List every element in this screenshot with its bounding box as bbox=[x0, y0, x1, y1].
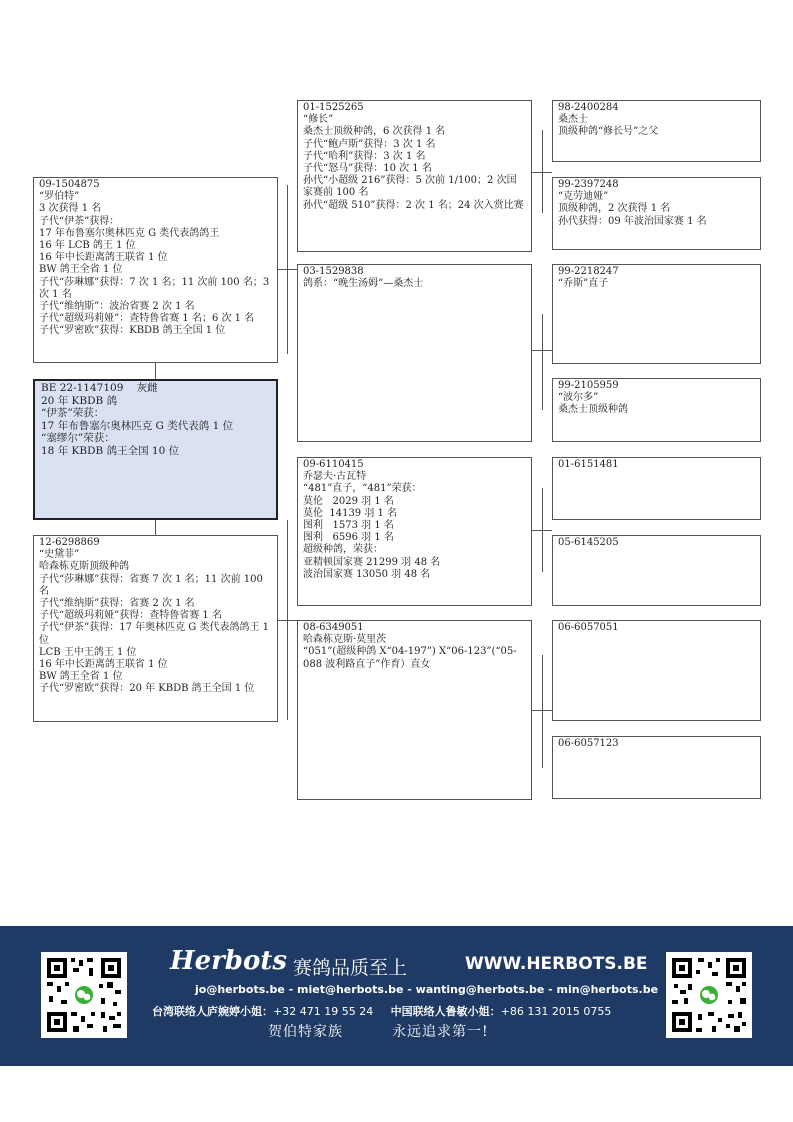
china-contact-phone: +86 131 2015 0755 bbox=[500, 1005, 612, 1018]
pedigree-line: 波治国家赛 13050 羽 48 名 bbox=[303, 568, 431, 580]
connector-line bbox=[542, 655, 543, 768]
motto-right: 永远追求第一! bbox=[392, 1024, 489, 1040]
pedigree-line: 子代“莎琳娜”获得：省赛 7 次 1 名；11 次前 100 名 bbox=[39, 573, 267, 597]
pedigree-dam-sire-box bbox=[297, 457, 532, 606]
connector-line bbox=[542, 130, 543, 213]
pedigree-line: 08-6349051 bbox=[303, 622, 364, 633]
pedigree-line: 孙代“小超级 216”获得：5 次前 1/100；2 次国家赛前 100 名 bbox=[303, 175, 517, 199]
pedigree-line: 16 年 LCB 鸽王 1 位 bbox=[39, 240, 136, 252]
qr-code-wechat-icon bbox=[666, 952, 752, 1038]
pedigree-g3-box-8 bbox=[552, 736, 761, 799]
pedigree-line: “乔斯”直子 bbox=[558, 278, 609, 290]
pedigree-line: 子代“罗密欧”获得：20 年 KBDB 鸽王全国 1 位 bbox=[39, 683, 255, 695]
pedigree-line: 子代“罗密欧”获得：KBDB 鸽王全国 1 位 bbox=[39, 325, 226, 337]
pedigree-line: 子代“维纳斯”获得：省赛 2 次 1 名 bbox=[39, 598, 195, 610]
pedigree-dam-box bbox=[33, 535, 278, 722]
contact-line bbox=[152, 1003, 611, 1019]
pedigree-line: 01-6151481 bbox=[558, 459, 619, 470]
pedigree-line: 孙代获得：09 年波治国家赛 1 名 bbox=[558, 215, 707, 227]
family-motto bbox=[268, 1021, 489, 1041]
pedigree-line: 16 年中长距离鸽王联省 1 位 bbox=[39, 252, 168, 264]
pedigree-line: 99-2218247 bbox=[558, 266, 619, 277]
connector-line bbox=[542, 314, 543, 410]
pedigree-line: 顶级种鸽“修长号”之父 bbox=[558, 126, 659, 138]
pedigree-line: 03-1529838 bbox=[303, 266, 364, 277]
connector-line bbox=[155, 519, 156, 535]
qr-code-wechat-icon bbox=[41, 952, 127, 1038]
connector-line bbox=[287, 185, 288, 354]
pedigree-line: 乔瑟夫·古瓦特 bbox=[303, 471, 367, 483]
pedigree-line: 桑杰士顶级种鸽，6 次获得 1 名 bbox=[303, 126, 446, 138]
connector-line bbox=[287, 520, 288, 720]
pedigree-line: 子代“超级玛莉娅”获得：查特鲁省赛 1 名 bbox=[39, 610, 222, 622]
pedigree-g3-box-1 bbox=[552, 100, 761, 162]
pedigree-line: BE 22-1147109 灰雌 bbox=[41, 382, 158, 394]
pedigree-line: 桑杰士 bbox=[558, 114, 588, 126]
pedigree-line: “修长” bbox=[303, 114, 334, 126]
pedigree-line: 顶级种鸽，2 次获得 1 名 bbox=[558, 203, 671, 215]
pedigree-g3-box-3 bbox=[552, 264, 761, 364]
pedigree-line: “481”直子，“481”荣获： bbox=[303, 483, 422, 495]
pedigree-line: “史黛菲” bbox=[39, 549, 80, 561]
pedigree-line: “塞缪尔”荣获： bbox=[41, 432, 115, 445]
brand-logo: Herbots bbox=[170, 946, 287, 976]
email-addresses[interactable]: jo@herbots.be - miet@herbots.be - wanting@herbots.be - min@herbots.be bbox=[195, 983, 659, 996]
pedigree-line: 05-6145205 bbox=[558, 537, 619, 548]
pedigree-line: 子代“超级玛莉娅”：查特鲁省赛 1 名；6 次 1 名 bbox=[39, 313, 255, 325]
pedigree-line: 18 年 KBDB 鸽王全国 10 位 bbox=[41, 444, 180, 457]
pedigree-line: 子代“哈利”获得：3 次 1 名 bbox=[303, 150, 426, 162]
pedigree-line: 亚精顿国家赛 21299 羽 48 名 bbox=[303, 556, 441, 568]
pedigree-line: 桑杰士顶级种鸽 bbox=[558, 404, 628, 416]
pedigree-line: 99-2105959 bbox=[558, 380, 619, 391]
pedigree-line: 图利 1573 羽 1 名 bbox=[303, 520, 394, 532]
pedigree-g3-box-6 bbox=[552, 535, 761, 606]
pedigree-line: 99-2397248 bbox=[558, 179, 619, 190]
pedigree-subject-box bbox=[33, 379, 278, 520]
pedigree-line: “克劳迪娅” bbox=[558, 191, 609, 203]
pedigree-line: 孙代“超级 510”获得：2 次 1 名；24 次入赏比赛 bbox=[303, 199, 524, 211]
pedigree-line: “伊茶”荣获： bbox=[41, 407, 105, 420]
pedigree-line: 子代“伊茶”获得：17 年奥林匹克 G 类代表鸽鸽王 1 位 bbox=[39, 622, 273, 646]
taiwan-contact-phone: +32 471 19 55 24 bbox=[273, 1005, 374, 1018]
pedigree-line: 子代“莎琳娜”获得：7 次 1 名；11 次前 100 名；3 次 1 名 bbox=[39, 276, 273, 300]
pedigree-line: 06-6057123 bbox=[558, 738, 619, 749]
pedigree-line: 鸽系：“晚生汤姆”—桑杰士 bbox=[303, 278, 424, 290]
pedigree-line: 莫伦 14139 羽 1 名 bbox=[303, 507, 398, 519]
pedigree-line: BW 鸽王全省 1 位 bbox=[39, 264, 123, 276]
pedigree-g3-box-7 bbox=[552, 620, 761, 721]
pedigree-dam-dam-box bbox=[297, 620, 532, 800]
taiwan-contact-label: 台湾联络人庐婉婷小姐： bbox=[152, 1005, 273, 1018]
pedigree-line: 哈森栋克斯顶级种鸽 bbox=[39, 561, 129, 573]
pedigree-g3-box-2 bbox=[552, 177, 761, 250]
pedigree-line: 子代“伊茶”获得： bbox=[39, 215, 120, 227]
pedigree-line: LCB 王中王鸽王 1 位 bbox=[39, 646, 137, 658]
pedigree-line: BW 鸽王全省 1 位 bbox=[39, 671, 123, 683]
pedigree-line: 3 次获得 1 名 bbox=[39, 203, 102, 215]
pedigree-line: 子代“鲍卢斯”获得：3 次 1 名 bbox=[303, 138, 436, 150]
pedigree-line: 子代“维纳斯”：波治省赛 2 次 1 名 bbox=[39, 301, 195, 313]
pedigree-line: 17 年布鲁塞尔奥林匹克 G 类代表鸽 1 位 bbox=[41, 419, 234, 432]
pedigree-line: 12-6298869 bbox=[39, 537, 100, 548]
connector-line bbox=[542, 488, 543, 572]
pedigree-line: 莫伦 2029 羽 1 名 bbox=[303, 495, 394, 507]
pedigree-line: 09-1504875 bbox=[39, 179, 100, 190]
pedigree-line: “051”(超级种鸽 X“04-197”) X“06-123”(“05-088 波利路直子”作育）直女 bbox=[303, 646, 517, 670]
pedigree-line: 哈森栋克斯·莫里茨 bbox=[303, 634, 387, 646]
pedigree-line: 17 年布鲁塞尔奥林匹克 G 类代表鸽鸽王 bbox=[39, 227, 220, 239]
china-contact-label: 中国联络人鲁敏小姐： bbox=[390, 1005, 501, 1018]
pedigree-line: 98-2400284 bbox=[558, 102, 619, 113]
pedigree-line: 超级种鸽，荣获： bbox=[303, 544, 383, 556]
pedigree-g3-box-5 bbox=[552, 457, 761, 520]
pedigree-line: 16 年中长距离鸽王联省 1 位 bbox=[39, 659, 168, 671]
pedigree-sire-box bbox=[33, 177, 278, 363]
pedigree-line: “罗伯特” bbox=[39, 191, 80, 203]
pedigree-sire-sire-box bbox=[297, 100, 532, 252]
website-link[interactable]: WWW.HERBOTS.BE bbox=[465, 954, 648, 974]
pedigree-line: 20 年 KBDB 鸽 bbox=[41, 394, 118, 407]
pedigree-line: 图利 6596 羽 1 名 bbox=[303, 532, 394, 544]
pedigree-sire-dam-box bbox=[297, 264, 532, 442]
pedigree-line: 06-6057051 bbox=[558, 622, 619, 633]
connector-line bbox=[155, 363, 156, 379]
pedigree-line: “波尔多” bbox=[558, 392, 599, 404]
brand-slogan: 赛鸽品质至上 bbox=[293, 957, 408, 979]
motto-left: 贺伯特家族 bbox=[268, 1024, 343, 1040]
pedigree-line: 09-6110415 bbox=[303, 459, 364, 470]
pedigree-line: 01-1525265 bbox=[303, 102, 364, 113]
pedigree-g3-box-4 bbox=[552, 378, 761, 442]
pedigree-line: 子代“怒马”获得：10 次 1 名 bbox=[303, 163, 432, 175]
footer-banner bbox=[0, 926, 793, 1066]
